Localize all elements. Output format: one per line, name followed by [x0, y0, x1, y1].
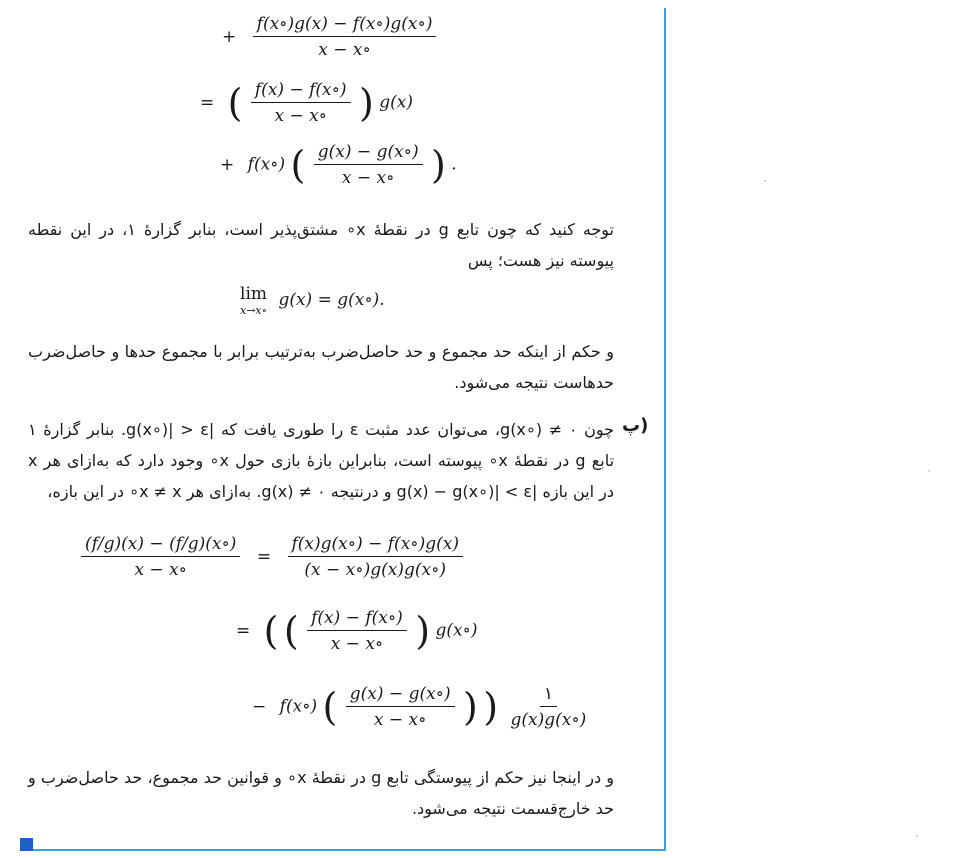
numerator: f(x∘)g(x) − f(x∘)g(x∘)	[253, 14, 437, 37]
minus-sign: −	[252, 696, 267, 717]
denominator: x − x∘	[341, 168, 395, 188]
right-paren-icon: )	[483, 685, 499, 729]
equation-line-3	[212, 142, 457, 188]
limit-expression: g(x) = g(x∘).	[278, 290, 385, 310]
left-paren-icon: (	[227, 81, 243, 125]
plus-sign: +	[222, 26, 237, 47]
factor: g(x∘)	[435, 620, 478, 641]
period: .	[451, 154, 457, 175]
margin-rule-horizontal	[32, 849, 666, 851]
numerator: (f/g)(x) − (f/g)(x∘)	[81, 534, 240, 557]
equation-line-1	[214, 14, 439, 60]
left-paren-icon: (	[322, 685, 338, 729]
plus-sign: +	[220, 154, 235, 175]
margin-rule-vertical	[664, 8, 666, 850]
left-paren-icon: (	[263, 609, 279, 653]
lim-word: lim	[240, 284, 268, 304]
paragraph-3: چون g(x∘) ≠ ۰، می‌توان عدد مثبت ε را طوری یافت که |g(x∘)| > ε. بنابر گزارهٔ ۱ تابع g در نقطهٔ x∘ پیوسته است، بنابراین بازهٔ بازی حول x∘ وجود دارد که به‌ازای هر x در این بازه |g(x) − g(x∘)| < ε و درنتیجه g(x) ≠ ۰. به‌ازای هر x ≠ x∘ در این بازه،	[28, 420, 615, 501]
numerator: f(x)g(x∘) − f(x∘)g(x)	[288, 534, 463, 557]
equals-sign: =	[200, 92, 215, 113]
fraction	[253, 14, 437, 60]
fraction	[346, 684, 455, 730]
fraction	[251, 80, 351, 126]
factor: f(x∘)	[247, 154, 286, 175]
factor: g(x)	[379, 92, 413, 113]
equals-sign: =	[256, 546, 272, 567]
equation-line-2	[192, 80, 413, 126]
limit-operator	[240, 284, 267, 317]
denominator: x − x∘	[373, 710, 427, 730]
fraction	[81, 534, 240, 580]
dust-speck	[764, 180, 766, 182]
denominator: (x − x∘)g(x)g(x∘)	[304, 560, 447, 580]
left-paren-icon: (	[290, 143, 306, 187]
numerator: ۱	[540, 684, 557, 707]
numerator: f(x) − f(x∘)	[307, 608, 407, 631]
denominator: x − x∘	[134, 560, 187, 580]
dust-speck	[928, 470, 930, 472]
equals-sign: =	[236, 620, 251, 641]
numerator: g(x) − g(x∘)	[314, 142, 423, 165]
right-paren-icon: )	[431, 143, 446, 187]
factor: f(x∘)	[279, 696, 318, 717]
numerator: g(x) − g(x∘)	[346, 684, 455, 707]
equation-line-6	[244, 684, 593, 730]
right-paren-icon: )	[463, 685, 478, 729]
lim-subscript: x→x∘	[240, 304, 268, 317]
fraction	[307, 608, 407, 654]
right-paren-icon: )	[415, 609, 431, 653]
denominator: x − x∘	[318, 40, 371, 60]
denominator: g(x)g(x∘)	[510, 710, 587, 730]
fraction	[288, 534, 463, 580]
paragraph-1: توجه کنید که چون تابع g در نقطهٔ x∘ مشتق‌پذیر است، بنابر گزارهٔ ۱، در این نقطه پیوسته نیز هست؛ پس	[28, 220, 615, 270]
equation-line-4	[78, 534, 466, 580]
paragraph-2: و حکم از اینکه حد مجموع و حد حاصل‌ضرب به‌ترتیب برابر با مجموع حدها و حاصل‌ضرب حدهاست نتیجه می‌شود.	[28, 342, 614, 392]
fraction	[314, 142, 423, 188]
left-paren-icon: (	[283, 609, 299, 653]
denominator: x − x∘	[274, 106, 328, 126]
denominator: x − x∘	[330, 634, 384, 654]
paragraph-4: و در اینجا نیز حکم از پیوستگی تابع g در نقطهٔ x∘ و قوانین حد مجموع، حد حاصل‌ضرب و حد خارج‌قسمت نتیجه می‌شود.	[28, 768, 615, 818]
numerator: f(x) − f(x∘)	[251, 80, 351, 103]
dust-speck	[916, 835, 918, 837]
corner-square-icon	[20, 838, 33, 851]
fraction	[507, 684, 591, 730]
equation-line-5	[228, 608, 478, 654]
right-paren-icon: )	[358, 81, 374, 125]
limit-equation	[240, 284, 385, 317]
item-label: پ)	[622, 415, 649, 436]
